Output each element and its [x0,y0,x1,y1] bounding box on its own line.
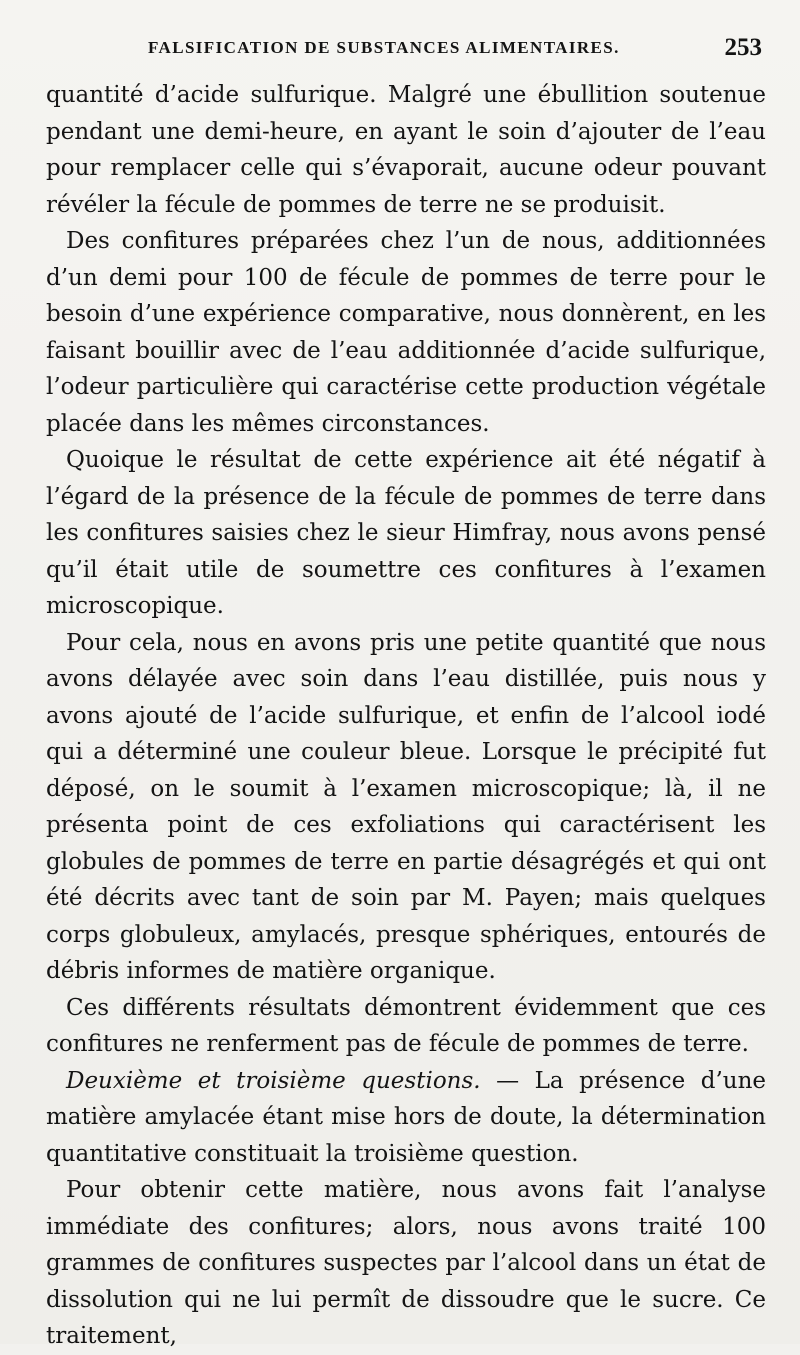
running-head: FALSIFICATION DE SUBSTANCES ALIMENTAIRES. [148,38,620,57]
page-header [148,34,762,66]
paragraph-3: Quoique le résultat de cette expérience ait été négatif à l’égard de la présence de la fécule de pommes de terre dans les confitures saisies chez le sieur Himfray, nous avons pensé qu’il était utile de soumettre ces confitures à l’examen microscopique. [46,447,766,619]
italic-heading: Deuxième et troisième questions. [66,1067,481,1094]
paragraph-1: quantité d’acide sulfurique. Malgré une ébullition soutenue pendant une demi-heure, en ayant le soin d’ajouter de l’eau pour remplacer celle qui s’évaporait, aucune odeur pouvant révéler la fécule de pommes de terre ne se produisit. [46,82,766,218]
paragraph-5: Ces différents résultats démontrent évidemment que ces confitures ne renferment pas de fécule de pommes de terre. [46,994,766,1057]
paragraph-6-text: — La présence d’une matière amylacée étant mise hors de doute, la détermination quantitative constituait la troisième question. [46,1067,766,1167]
paragraph-2: Des confitures préparées chez l’un de nous, additionnées d’un demi pour 100 de fécule de pommes de terre pour le besoin d’une expérience comparative, nous donnèrent, en les faisant bouillir avec de l’eau additionnée d’acide sulfurique, l’odeur particulière qui caractérise cette production végétale placée dans les mêmes circonstances. [46,228,766,437]
paragraph-6 [46,1063,766,1173]
page-number: 253 [724,34,762,61]
paragraph-7: Pour obtenir cette matière, nous avons fait l’analyse immédiate des confitures; alors, nous avons traité 100 grammes de confitures suspectes par l’alcool dans un état de dissolution qui ne lui permît de dissoudre que le sucre. Ce traitement, [46,1177,766,1349]
body-text [46,77,766,1355]
paragraph-4: Pour cela, nous en avons pris une petite quantité que nous avons délayée avec soin dans l’eau distillée, puis nous y avons ajouté de l’acide sulfurique, et enfin de l’alcool iodé qui a déterminé une couleur bleue. Lorsque le précipité fut déposé, on le soumit à l’examen microscopique; là, il ne présenta point de ces exfoliations qui caractérisent les globules de pommes de terre en partie désagrégés et qui ont été décrits avec tant de soin par M. Payen; mais quelques corps globuleux, amylacés, presque sphériques, entourés de débris informes de matière organique. [46,629,766,984]
